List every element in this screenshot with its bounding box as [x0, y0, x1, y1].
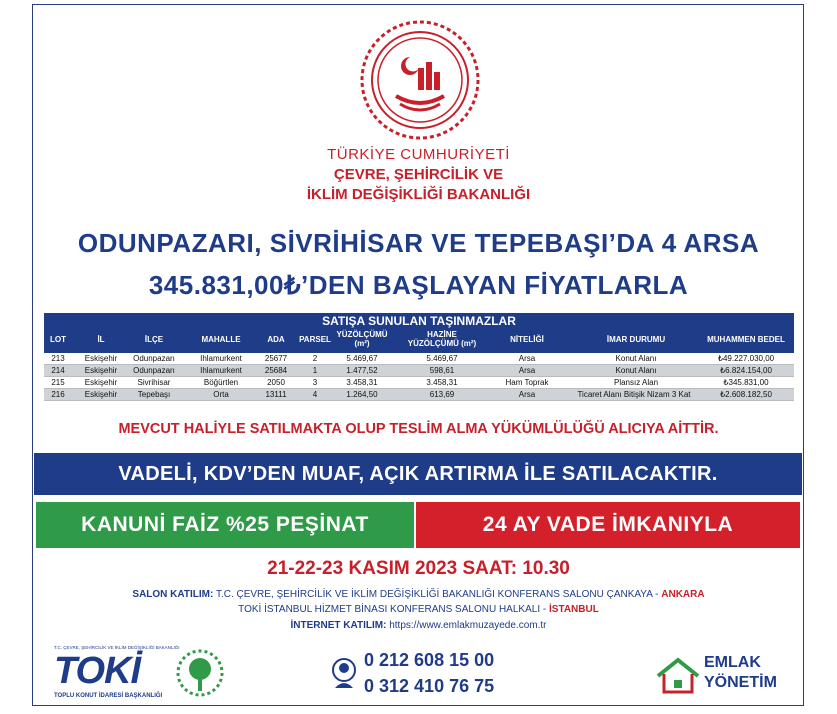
cell-bedel: ₺2.608.182,50 [720, 390, 772, 399]
header-niteligi: NİTELİĞİ [510, 335, 544, 344]
phone-support-icon [330, 656, 358, 692]
toki-ministry-text: T.C. ÇEVRE, ŞEHİRCİLİK VE İKLİM DEĞİŞİKLİĞİ BAKANLIĞI [54, 645, 180, 650]
toki-tree-icon [174, 647, 226, 699]
sale-terms-band: VADELİ, KDV’DEN MUAF, AÇIK ARTIRMA İLE SATILACAKTIR. [34, 453, 802, 495]
ministry-seal-logo [358, 18, 482, 142]
cell-ada: 2050 [267, 378, 285, 387]
header-yuzolcumu: YÜZÖLÇÜMÜ (m²) [336, 330, 388, 348]
cell-mahalle: Ihlamurkent [200, 354, 242, 363]
cell-imar: Konut Alanı [615, 366, 657, 375]
cell-ilce: Sivrihisar [137, 378, 171, 387]
property-table [44, 313, 794, 401]
headline-line-2: 345.831,00₺’DEN BAŞLAYAN FİYATLARLA [148, 270, 689, 300]
salon-venue-1: T.C. ÇEVRE, ŞEHİRCİLİK VE İKLİM DEĞİŞİKLİĞİ BAKANLIĞI KONFERANS SALONU ÇANKAYA - [215, 589, 659, 600]
phone-number-1[interactable]: 0 212 608 15 00 [364, 650, 495, 670]
cell-niteligi: Arsa [518, 354, 536, 363]
header-imar: İMAR DURUMU [606, 335, 666, 344]
cell-ilce: Tepebaşı [137, 390, 171, 399]
cell-yuzolcumu: 1.264,50 [346, 390, 378, 399]
cell-lot: 216 [51, 390, 65, 399]
cell-il: Eskişehir [84, 378, 118, 387]
cell-bedel: ₺49.227.030,00 [717, 354, 775, 363]
header-il: İL [97, 335, 105, 344]
cell-yuzolcumu: 3.458,31 [346, 378, 378, 387]
table-header-row [44, 329, 794, 353]
internet-url-link[interactable]: https://www.emlakmuzayede.com.tr [389, 620, 547, 631]
cell-ilce: Odunpazarı [133, 354, 175, 363]
cell-niteligi: Ham Toprak [505, 378, 549, 387]
table-title: SATIŞA SUNULAN TAŞINMAZLAR [44, 313, 794, 329]
down-payment-box: KANUNİ FAİZ %25 PEŞİNAT [36, 502, 414, 548]
house-icon [656, 656, 700, 696]
installment-box: 24 AY VADE İMKANIYLA [416, 502, 800, 548]
cell-hazine: 3.458,31 [426, 378, 458, 387]
internet-line [0, 620, 837, 631]
internet-label: İNTERNET KATILIM: [290, 620, 387, 631]
salon-city-2: İSTANBUL [549, 604, 599, 615]
header-mahalle: MAHALLE [201, 335, 241, 344]
ministry-line-3: İKLİM DEĞİŞİKLİĞİ BAKANLIĞI [306, 186, 531, 203]
salon-line-2 [0, 604, 837, 615]
header-bedel: MUHAMMEN BEDEL [707, 335, 785, 344]
cell-parsel: 1 [312, 366, 318, 375]
cell-imar: Plansız Alan [613, 378, 659, 387]
toki-logo [50, 645, 240, 701]
cell-lot: 215 [51, 378, 65, 387]
cell-il: Eskişehir [84, 366, 118, 375]
cell-parsel: 4 [312, 390, 318, 399]
cell-niteligi: Arsa [518, 366, 536, 375]
delivery-notice: MEVCUT HALİYLE SATILMAKTA OLUP TESLİM ALMA YÜKÜMLÜLÜĞÜ ALICIYA AİTTİR. [118, 421, 719, 437]
cell-yuzolcumu: 5.469,67 [346, 354, 378, 363]
cell-mahalle: Ihlamurkent [200, 366, 242, 375]
salon-venue-2: TOKİ İSTANBUL HİZMET BİNASI KONFERANS SALONU HALKALI - [238, 604, 547, 615]
cell-niteligi: Arsa [518, 390, 536, 399]
cell-yuzolcumu: 1.477,52 [346, 366, 378, 375]
cell-imar: Konut Alanı [615, 354, 657, 363]
ministry-line-1: TÜRKİYE CUMHURİYETİ [327, 146, 510, 163]
cell-lot: 213 [51, 354, 65, 363]
cell-parsel: 3 [312, 378, 318, 387]
cell-ilce: Odunpazarı [133, 366, 175, 375]
headline-line-1: ODUNPAZARI, SİVRİHİSAR VE TEPEBAŞI’DA 4 ARSA [77, 228, 760, 258]
cell-lot: 214 [51, 366, 65, 375]
emlak-yonetim-logo [656, 654, 786, 698]
cell-il: Eskişehir [84, 354, 118, 363]
cell-ada: 13111 [265, 390, 287, 399]
table-row [44, 389, 794, 401]
header-parsel: PARSEL [299, 335, 331, 344]
toki-subtitle: TOPLU KONUT İDARESİ BAŞKANLIĞI [54, 693, 163, 699]
table-row [44, 353, 794, 365]
emlak-line-1: EMLAK [704, 654, 761, 671]
cell-hazine: 598,61 [429, 366, 455, 375]
ministry-line-2: ÇEVRE, ŞEHİRCİLİK VE [333, 166, 504, 183]
cell-mahalle: Böğürtlen [203, 378, 239, 387]
cell-bedel: ₺345.831,00 [723, 378, 769, 387]
table-row [44, 377, 794, 389]
phone-number-2[interactable]: 0 312 410 76 75 [364, 676, 495, 696]
cell-bedel: ₺6.824.154,00 [720, 366, 772, 375]
cell-hazine: 613,69 [429, 390, 455, 399]
emlak-line-2: YÖNETİM [704, 674, 777, 691]
cell-hazine: 5.469,67 [426, 354, 458, 363]
header-ada: ADA [267, 335, 285, 344]
cell-il: Eskişehir [84, 390, 118, 399]
toki-wordmark: TOKİ [54, 650, 141, 692]
header-lot: LOT [50, 335, 66, 344]
cell-mahalle: Orta [213, 390, 229, 399]
salon-label: SALON KATILIM: [132, 589, 214, 600]
table-row [44, 365, 794, 377]
cell-parsel: 2 [312, 354, 318, 363]
auction-date: 21-22-23 KASIM 2023 SAAT: 10.30 [267, 558, 570, 579]
cell-ada: 25684 [264, 366, 288, 375]
cell-imar: Ticaret Alanı Bitişik Nizam 3 Kat [577, 390, 691, 399]
salon-city-1: ANKARA [661, 589, 705, 600]
header-hazine: HAZİNE YÜZÖLÇÜMÜ (m²) [407, 330, 477, 348]
salon-line-1 [0, 589, 837, 600]
header-ilce: İLÇE [144, 335, 164, 344]
cell-ada: 25677 [264, 354, 288, 363]
